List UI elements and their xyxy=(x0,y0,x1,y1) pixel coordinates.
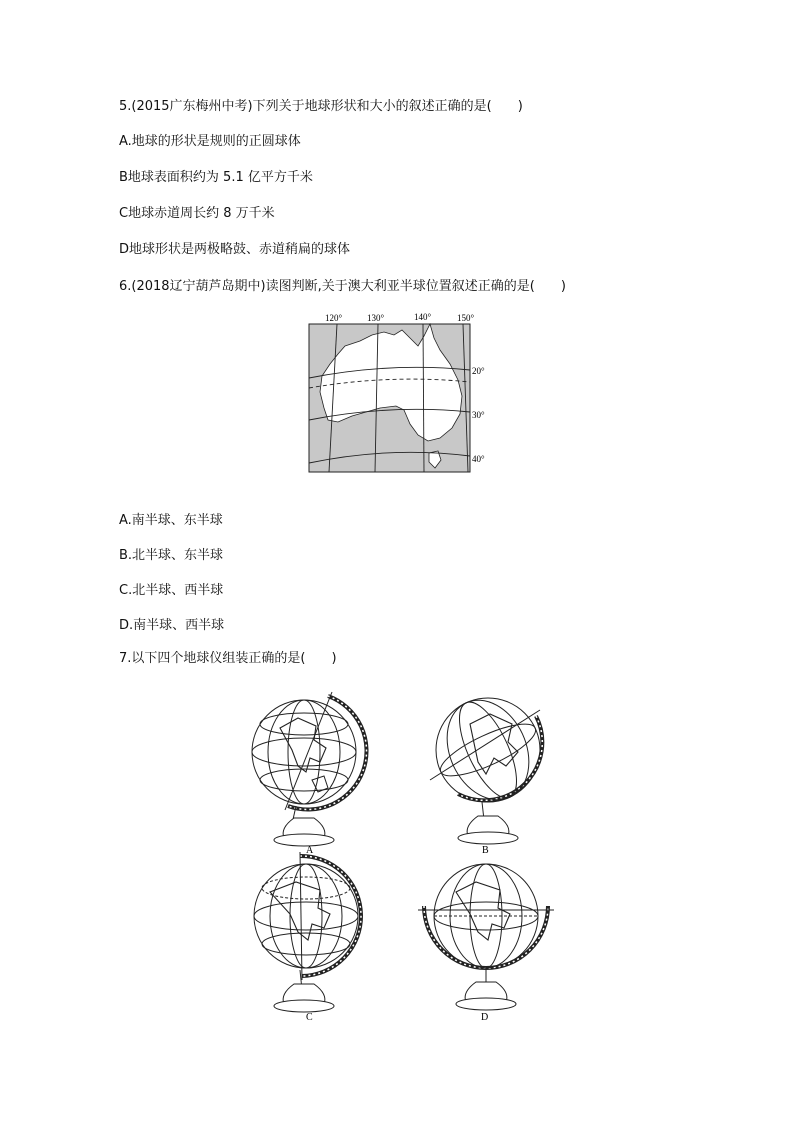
question-7-stem: 7.以下四个地球仪组装正确的是( ) xyxy=(119,651,337,666)
question-5-option-b: B地球表面积约为 5.1 亿平方千米 xyxy=(119,170,313,185)
lat-label-40: 40° xyxy=(472,454,485,464)
question-5-stem: 5.(2015广东梅州中考)下列关于地球形状和大小的叙述正确的是( ) xyxy=(119,99,523,114)
globe-d xyxy=(410,852,560,1024)
question-6-option-b: B.北半球、东半球 xyxy=(119,548,224,563)
question-6-stem: 6.(2018辽宁葫芦岛期中)读图判断,关于澳大利亚半球位置叙述正确的是( ) xyxy=(119,279,566,294)
lat-label-30: 30° xyxy=(472,410,485,420)
globe-b-label: B xyxy=(482,845,489,856)
question-6-option-d: D.南半球、西半球 xyxy=(119,618,225,633)
globe-b xyxy=(420,688,560,856)
question-5-option-d: D地球形状是两极略鼓、赤道稍扁的球体 xyxy=(119,242,351,257)
globe-c-label: C xyxy=(306,1012,313,1023)
lon-label-140: 140° xyxy=(414,312,432,322)
globe-d-label: D xyxy=(481,1012,489,1023)
question-5-option-a: A.地球的形状是规则的正圆球体 xyxy=(119,134,301,149)
lon-label-150: 150° xyxy=(457,313,475,323)
australia-map xyxy=(300,308,500,478)
question-6-option-c: C.北半球、西半球 xyxy=(119,583,224,598)
lon-label-120: 120° xyxy=(325,313,343,323)
question-6-option-a: A.南半球、东半球 xyxy=(119,513,223,528)
globe-c xyxy=(240,852,380,1024)
globe-a-label: A xyxy=(306,845,314,856)
globe-a xyxy=(240,688,380,856)
lat-label-20: 20° xyxy=(472,366,485,376)
lon-label-130: 130° xyxy=(367,313,385,323)
question-5-option-c: C地球赤道周长约 8 万千米 xyxy=(119,206,275,221)
